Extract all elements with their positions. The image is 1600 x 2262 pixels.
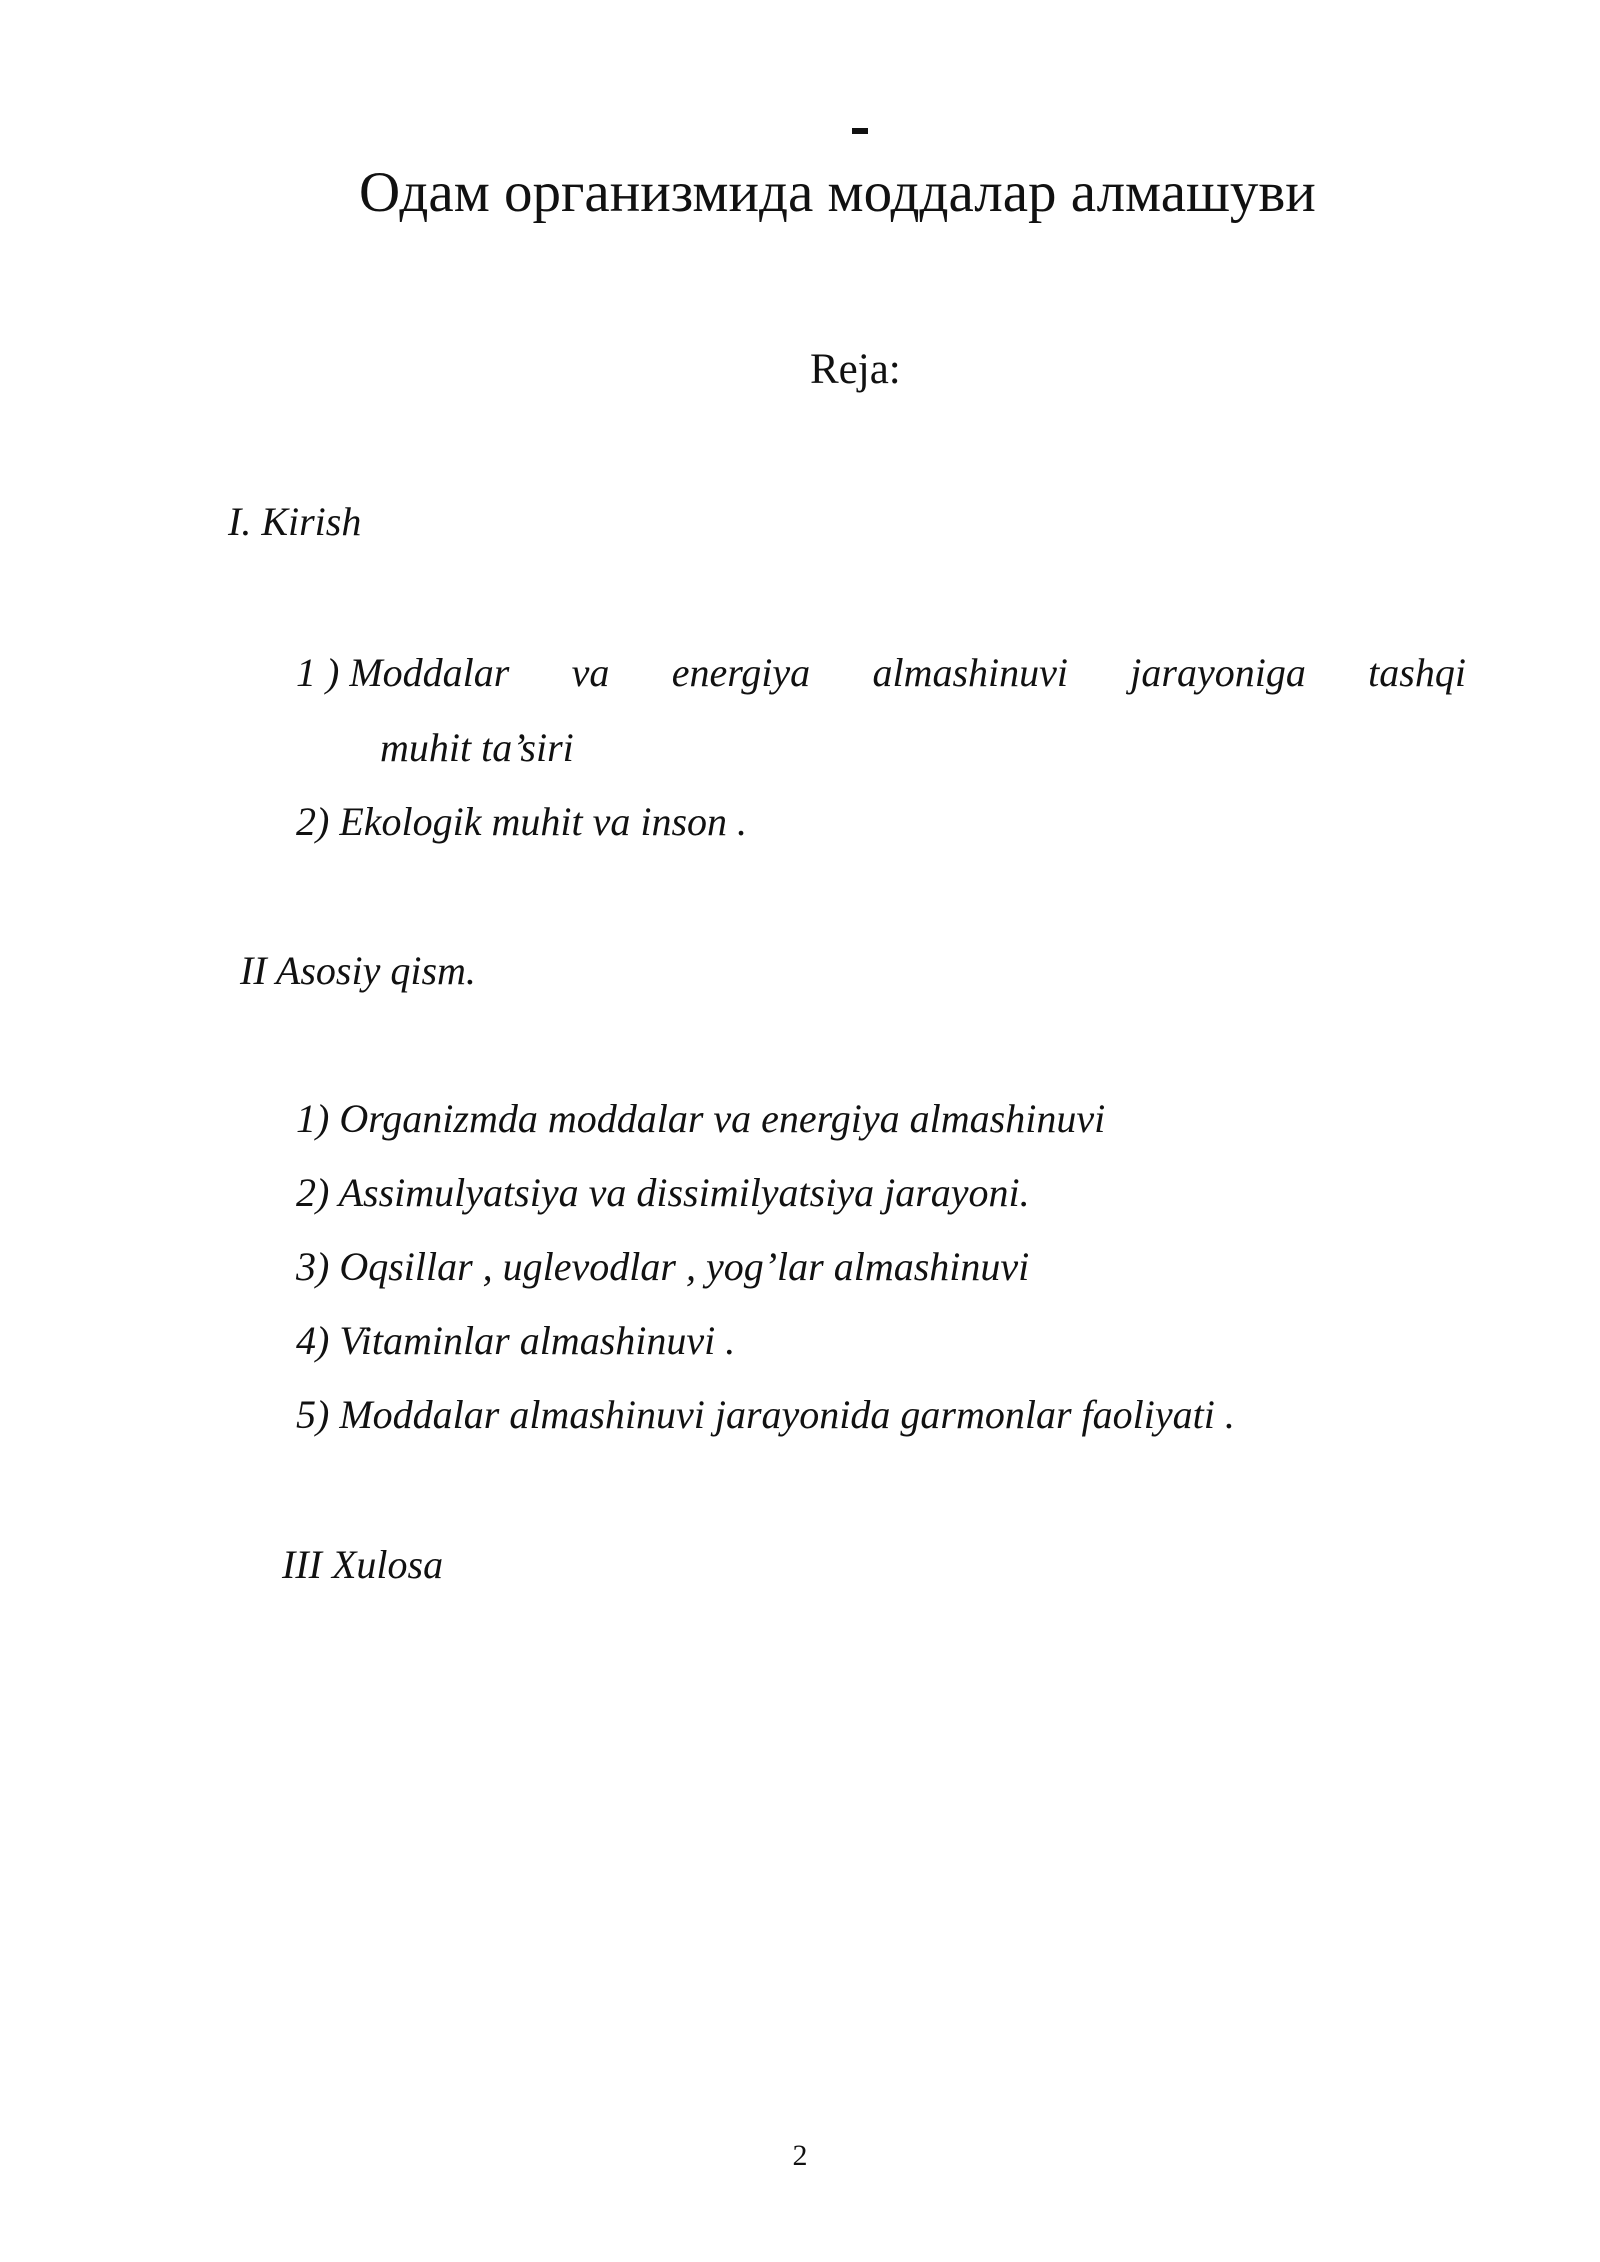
plan-heading: Reja:	[810, 346, 901, 393]
item-word: 1 ) Moddalar	[296, 650, 510, 695]
section-1-item-1-continuation: muhit ta’siri	[380, 725, 574, 770]
section-2-item-2: 2) Assimulyatsiya va dissimilyatsiya jarayoni.	[296, 1170, 1030, 1215]
item-word: tashqi	[1368, 650, 1466, 695]
item-word: almashinuvi	[872, 650, 1068, 695]
section-2-item-4: 4) Vitaminlar almashinuvi .	[296, 1318, 736, 1363]
item-word: va	[571, 650, 610, 695]
page-number: 2	[792, 2139, 808, 2172]
section-1-item-1-line-1	[296, 648, 1466, 698]
section-2-item-1: 1) Organizmda moddalar va energiya almashinuvi	[296, 1096, 1106, 1141]
section-heading-conclusion: III Xulosa	[282, 1542, 444, 1587]
title-dash-mark	[852, 128, 868, 134]
document-title: Одам организмида моддалар алмашуви	[359, 161, 1316, 224]
section-heading-main-part: II Asosiy qism.	[240, 948, 476, 993]
item-word: energiya	[671, 650, 811, 695]
section-2-item-5: 5) Moddalar almashinuvi jarayonida garmonlar faoliyati .	[296, 1392, 1235, 1437]
section-1-item-2: 2) Ekologik muhit va inson .	[296, 799, 748, 844]
section-2-item-3: 3) Oqsillar , uglevodlar , yog’lar almashinuvi	[296, 1244, 1030, 1289]
section-heading-introduction: I. Kirish	[228, 499, 362, 544]
item-word: jarayoniga	[1130, 650, 1306, 695]
